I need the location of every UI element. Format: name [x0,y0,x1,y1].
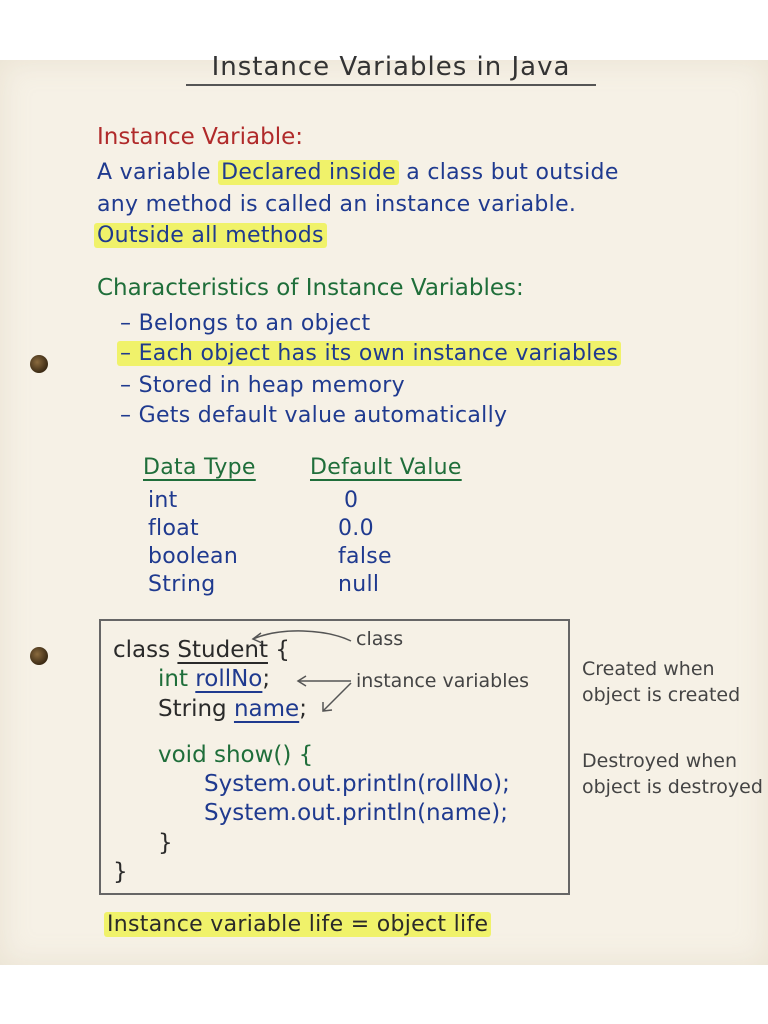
highlight-declared-inside: Declared inside [218,160,399,185]
definition-line-3 [94,223,327,248]
highlight-own-variables: – Each object has its own instance variables [117,341,621,366]
characteristic-item-2 [117,341,621,366]
code-line-show: void show() { [158,742,314,768]
arrow-to-class [253,631,351,641]
table-header-data-type: Data Type [143,455,256,480]
code-line-close-method: } [158,830,173,856]
label-class: class [356,628,404,650]
definition-line-1-pre: A variable [97,160,219,185]
type-string: String [158,696,234,722]
punch-hole-top [30,355,48,373]
label-instance-variables: instance variables [356,670,530,692]
characteristic-item-1: – Belongs to an object [120,311,371,336]
definition-heading: Instance Variable: [97,124,304,150]
note-created-line-1: Created when [582,658,715,680]
semicolon: ; [299,696,307,722]
table-cell-type: boolean [148,544,239,569]
table-cell-default: 0 [344,488,359,513]
annotation-arrows [101,621,568,893]
note-destroyed-line-2: object is destroyed [582,776,763,798]
code-line-print-rollno: System.out.println(rollNo); [204,771,510,797]
note-created-line-2: object is created [582,684,741,706]
semicolon: ; [262,666,271,692]
var-rollno: rollNo [195,666,263,692]
definition-line-1-post: a class but outside [398,160,619,185]
notebook-page [0,52,768,965]
var-name: name [233,696,300,722]
punch-hole-bottom [30,647,48,665]
table-cell-type: String [148,572,216,597]
table-cell-default: null [338,572,380,597]
code-box [99,619,570,895]
note-destroyed-line-1: Destroyed when [582,750,738,772]
highlight-outside-all-methods: Outside all methods [94,223,327,248]
code-line-print-name: System.out.println(name); [204,800,508,826]
table-cell-type: int [148,488,178,513]
table-cell-default: false [338,544,392,569]
characteristic-item-4: – Gets default value automatically [120,403,508,428]
keyword-class: class [113,637,178,663]
table-cell-default: 0.0 [338,516,374,541]
table-header-default-value: Default Value [310,455,462,480]
arrow-to-name [323,683,351,711]
highlight-life: Instance variable life = object life [104,912,491,937]
class-name: Student [177,637,268,663]
characteristic-item-3: – Stored in heap memory [120,373,405,398]
open-brace: { [267,637,290,663]
table-cell-type: float [148,516,199,541]
definition-line-1 [97,160,619,185]
characteristics-heading: Characteristics of Instance Variables: [97,275,524,301]
type-int: int [158,666,196,692]
code-line-close-class: } [113,859,128,885]
definition-line-2: any method is called an instance variable. [97,192,577,217]
footer-summary [104,912,491,937]
page-title: Instance Variables in Java [186,52,596,86]
